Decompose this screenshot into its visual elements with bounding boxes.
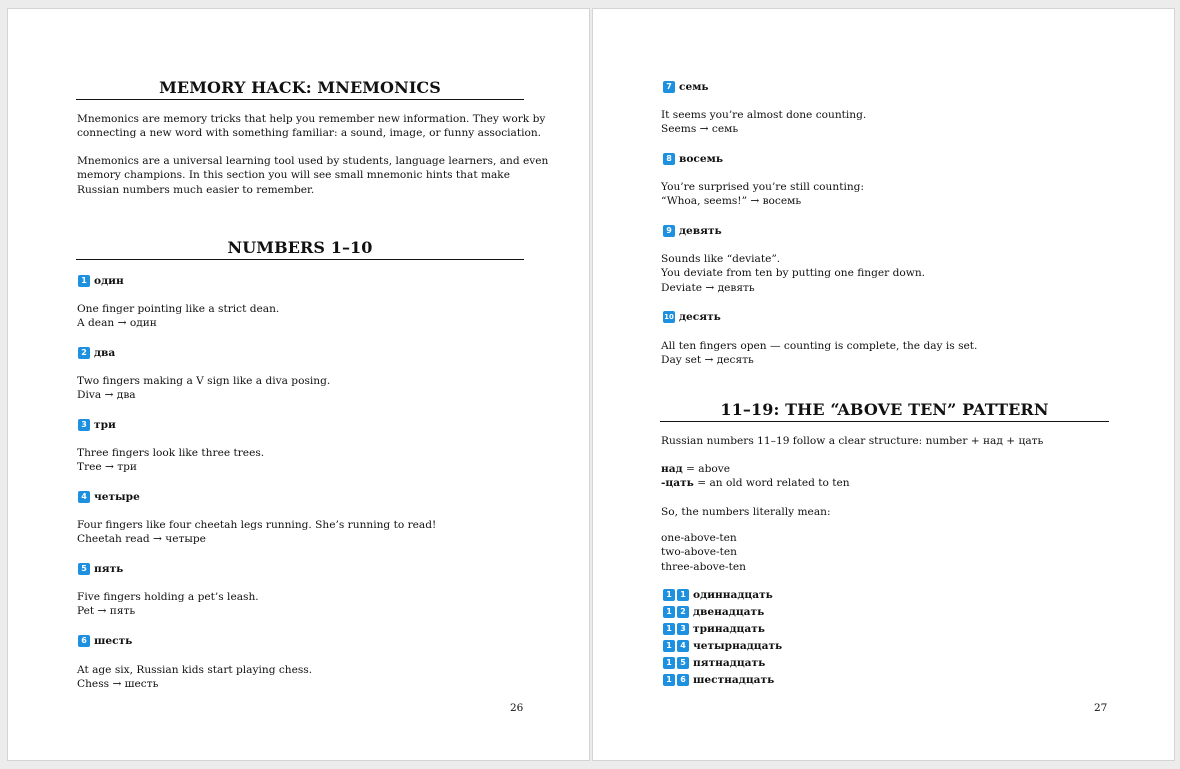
entry-heading-6 — [78, 634, 132, 648]
definition-nad — [661, 462, 850, 476]
definition-text: = an old word related to ten — [693, 477, 850, 490]
russian-word: пятнадцать — [693, 657, 766, 669]
entry-text-10 — [661, 339, 977, 368]
number-badge-icon: 1 — [78, 275, 90, 287]
entry-text-3 — [77, 446, 264, 475]
entry-heading-4 — [78, 490, 140, 504]
russian-word: тринадцать — [693, 623, 765, 635]
entry-line: “Whoa, seems!” → восемь — [661, 195, 802, 208]
entry-heading-2 — [78, 346, 115, 360]
entry-text-7 — [661, 108, 866, 137]
badge-pair — [663, 623, 689, 635]
russian-word: два — [94, 347, 116, 359]
intro-paragraph-2 — [77, 154, 548, 197]
number-badge-icon: 2 — [78, 347, 90, 359]
page-number: 26 — [510, 702, 524, 714]
entry-line: Two fingers making a V sign like a diva posing. — [77, 375, 331, 387]
entry-heading-3 — [78, 418, 116, 432]
russian-word: двенадцать — [693, 606, 765, 618]
entry-line: Chess → шесть — [77, 678, 159, 691]
entry-text-5 — [77, 590, 259, 619]
number-badge-icon: 2 — [677, 606, 689, 618]
number-badge-icon: 1 — [677, 589, 689, 601]
entry-line: Five fingers holding a pet’s leash. — [77, 591, 259, 603]
intro-line: connecting a new word with something familiar: a sound, image, or funny association. — [77, 127, 542, 140]
entry-text-8 — [661, 180, 864, 209]
entry-line: It seems you’re almost done counting. — [661, 109, 867, 121]
russian-word: десять — [679, 311, 721, 323]
pattern-intro: Russian numbers 11–19 follow a clear structure: number + над + цать — [661, 435, 1044, 447]
right-page — [592, 8, 1175, 761]
badge-pair — [663, 674, 689, 686]
russian-word: шесть — [94, 635, 133, 647]
heading-above-ten-pattern: 11–19: THE “ABOVE TEN” PATTERN — [660, 400, 1109, 422]
number-badge-icon: 1 — [663, 640, 675, 652]
teen-item-14 — [663, 639, 782, 653]
entry-heading-9 — [663, 224, 722, 238]
entry-line: Diva → два — [77, 389, 136, 402]
left-page — [7, 8, 590, 761]
russian-word: восемь — [679, 153, 724, 165]
entry-text-4 — [77, 518, 436, 547]
entry-text-9 — [661, 252, 925, 295]
number-badge-icon: 7 — [663, 81, 675, 93]
russian-word: пять — [94, 563, 124, 575]
entry-text-2 — [77, 374, 330, 403]
entry-line: Sounds like “deviate”. — [661, 253, 781, 265]
entry-line: Deviate → девять — [661, 281, 755, 294]
literal-item: three-above-ten — [661, 560, 746, 573]
entry-heading-5 — [78, 562, 123, 576]
number-badge-icon: 3 — [677, 623, 689, 635]
teen-item-12 — [663, 605, 764, 619]
russian-word: девять — [679, 225, 722, 237]
entry-line: At age six, Russian kids start playing chess. — [77, 664, 313, 676]
entry-line: Tree → три — [77, 461, 137, 474]
number-badge-icon: 4 — [677, 640, 689, 652]
badge-pair — [663, 606, 689, 618]
number-badge-icon: 1 — [663, 674, 675, 686]
number-badge-icon: 5 — [78, 563, 90, 575]
entry-heading-1 — [78, 274, 124, 288]
russian-word: одиннадцать — [693, 589, 773, 601]
number-badge-icon: 8 — [663, 153, 675, 165]
number-badge-icon: 1 — [663, 657, 675, 669]
russian-word: шестнадцать — [693, 674, 775, 686]
entry-line: You deviate from ten by putting one finger down. — [661, 267, 926, 280]
entry-heading-8 — [663, 152, 723, 166]
badge-pair — [663, 657, 689, 669]
entry-line: A dean → один — [77, 317, 157, 330]
number-badge-icon: 1 — [663, 623, 675, 635]
number-badge-icon: 4 — [78, 491, 90, 503]
intro-line: Mnemonics are memory tricks that help you remember new information. They work by — [77, 113, 546, 125]
pattern-definitions — [661, 462, 850, 491]
russian-word: один — [94, 275, 124, 287]
entry-text-1 — [77, 302, 279, 331]
teen-item-13 — [663, 622, 765, 636]
russian-word: три — [94, 419, 116, 431]
teen-item-15 — [663, 656, 765, 670]
number-badge-icon: 1 — [663, 589, 675, 601]
heading-mnemonics: MEMORY HACK: MNEMONICS — [76, 78, 524, 100]
literal-intro: So, the numbers literally mean: — [661, 506, 831, 518]
term-tsat: -цать — [661, 477, 694, 490]
entry-line: Cheetah read → четыре — [77, 533, 206, 546]
entry-line: All ten fingers open — counting is complete, the day is set. — [661, 340, 978, 352]
entry-line: One finger pointing like a strict dean. — [77, 303, 280, 315]
definition-text: = above — [682, 463, 731, 475]
entry-line: Day set → десять — [661, 354, 754, 367]
number-badge-icon: 6 — [78, 635, 90, 647]
entry-line: Three fingers look like three trees. — [77, 447, 265, 459]
number-badge-icon: 5 — [677, 657, 689, 669]
russian-word: четырнадцать — [693, 640, 783, 652]
teen-item-11 — [663, 588, 773, 602]
literal-item: two-above-ten — [661, 546, 737, 559]
teen-item-16 — [663, 673, 774, 687]
russian-word: четыре — [94, 491, 140, 503]
entry-text-6 — [77, 663, 312, 692]
number-badge-icon: 6 — [677, 674, 689, 686]
entry-heading-7 — [663, 80, 709, 94]
literal-item: one-above-ten — [661, 532, 737, 544]
russian-word: семь — [679, 81, 709, 93]
entry-heading-10 — [663, 310, 721, 324]
intro-line: Russian numbers much easier to remember. — [77, 183, 315, 196]
entry-line: Four fingers like four cheetah legs running. She’s running to read! — [77, 519, 437, 531]
definition-tsat — [661, 476, 850, 490]
page-number: 27 — [1094, 702, 1108, 714]
entry-line: Seems → семь — [661, 123, 739, 136]
badge-pair — [663, 589, 689, 601]
term-nad: над — [661, 463, 683, 475]
badge-pair — [663, 640, 689, 652]
intro-line: memory champions. In this section you will see small mnemonic hints that make — [77, 169, 510, 182]
entry-line: You’re surprised you’re still counting: — [661, 181, 865, 193]
heading-numbers: NUMBERS 1–10 — [76, 238, 524, 260]
number-badge-icon: 9 — [663, 225, 675, 237]
literal-list — [661, 531, 746, 574]
intro-line: Mnemonics are a universal learning tool used by students, language learners, and even — [77, 155, 549, 167]
entry-line: Pet → пять — [77, 605, 136, 618]
intro-paragraph-1 — [77, 112, 545, 141]
number-badge-icon: 10 — [664, 313, 674, 321]
number-badge-icon: 1 — [663, 606, 675, 618]
number-badge-icon: 3 — [78, 419, 90, 431]
